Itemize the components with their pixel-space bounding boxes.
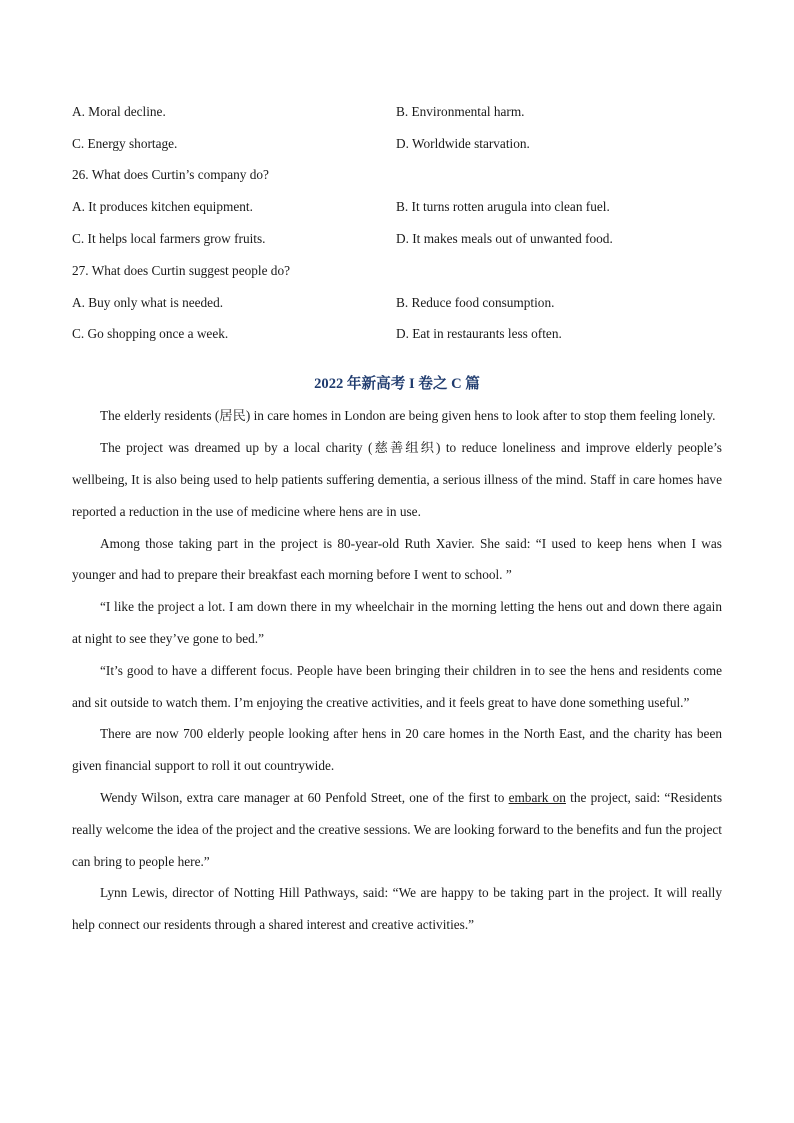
q26-question: 26. What does Curtin’s company do? [72, 167, 269, 183]
p7-text-after: the project, said: “Residents really welcome the idea of the project and the creative sessions. We are looking forward to the benefits and fun the project can bring to people here.” [72, 789, 722, 869]
q26-option-d[interactable]: D. It makes meals out of unwanted food. [396, 231, 613, 247]
p7-text-before: Wendy Wilson, extra care manager at 60 Penfold Street, one of the first to [100, 789, 509, 805]
q25-option-a[interactable]: A. Moral decline. [72, 103, 166, 119]
passage-paragraph-8: Lynn Lewis, director of Notting Hill Pathways, said: “We are happy to be taking part in the project. It will really help connect our residents through a shared interest and creative activities.” [72, 885, 722, 933]
passage-paragraph-1: The elderly residents (居民) in care homes in London are being given hens to look after to stop them feeling lonely. [100, 408, 716, 424]
q26-option-a[interactable]: A. It produces kitchen equipment. [72, 199, 253, 215]
passage-paragraph-7 [72, 782, 722, 877]
q27-question: 27. What does Curtin suggest people do? [72, 262, 291, 278]
q26-option-c[interactable]: C. It helps local farmers grow fruits. [72, 231, 266, 247]
q27-option-d[interactable]: D. Eat in restaurants less often. [396, 326, 562, 342]
q27-options-row-2 [72, 319, 722, 351]
q27-option-a[interactable]: A. Buy only what is needed. [72, 294, 224, 310]
q27-options-row-1 [72, 287, 722, 319]
underlined-phrase: embark on [508, 789, 566, 805]
passage-paragraph-4: “I like the project a lot. I am down there in my wheelchair in the morning letting the hens out and down there again at night to see they’ve gone to bed.” [72, 599, 722, 646]
document-body [72, 96, 722, 941]
section-title: 2022 年新高考 I 卷之 C 篇 [314, 376, 480, 393]
q26-options-row-2 [72, 223, 722, 255]
q25-option-b[interactable]: B. Environmental harm. [396, 103, 525, 119]
q26-options-row-1 [72, 191, 722, 223]
passage-paragraph-3: Among those taking part in the project is 80-year-old Ruth Xavier. She said: “I used to keep hens when I was younger and had to prepare their breakfast each morning before I went to school. ” [72, 535, 722, 583]
q26-option-b[interactable]: B. It turns rotten arugula into clean fuel. [396, 199, 610, 215]
passage-paragraph-2: The project was dreamed up by a local charity (慈善组织) to reduce loneliness and improve elderly people’s wellbeing, It is also being used to help patients suffering dementia, a serious illness of the mind. Staff in care homes have reported a reduction in the use of medicine where hens are in use. [72, 440, 722, 519]
q27-option-b[interactable]: B. Reduce food consumption. [396, 294, 555, 310]
q25-options-row-1 [72, 96, 722, 128]
q27-option-c[interactable]: C. Go shopping once a week. [72, 326, 229, 342]
passage-paragraph-5: “It’s good to have a different focus. People have been bringing their children in to see the hens and residents come and sit outside to watch them. I’m enjoying the creative activities, and it feels great to have done something useful.” [72, 662, 722, 710]
passage-paragraph-6: There are now 700 elderly people looking after hens in 20 care homes in the North East, and the charity has been given financial support to roll it out countrywide. [72, 726, 722, 774]
q25-option-c[interactable]: C. Energy shortage. [72, 135, 178, 151]
q25-options-row-2 [72, 128, 722, 160]
q25-option-d[interactable]: D. Worldwide starvation. [396, 135, 530, 151]
